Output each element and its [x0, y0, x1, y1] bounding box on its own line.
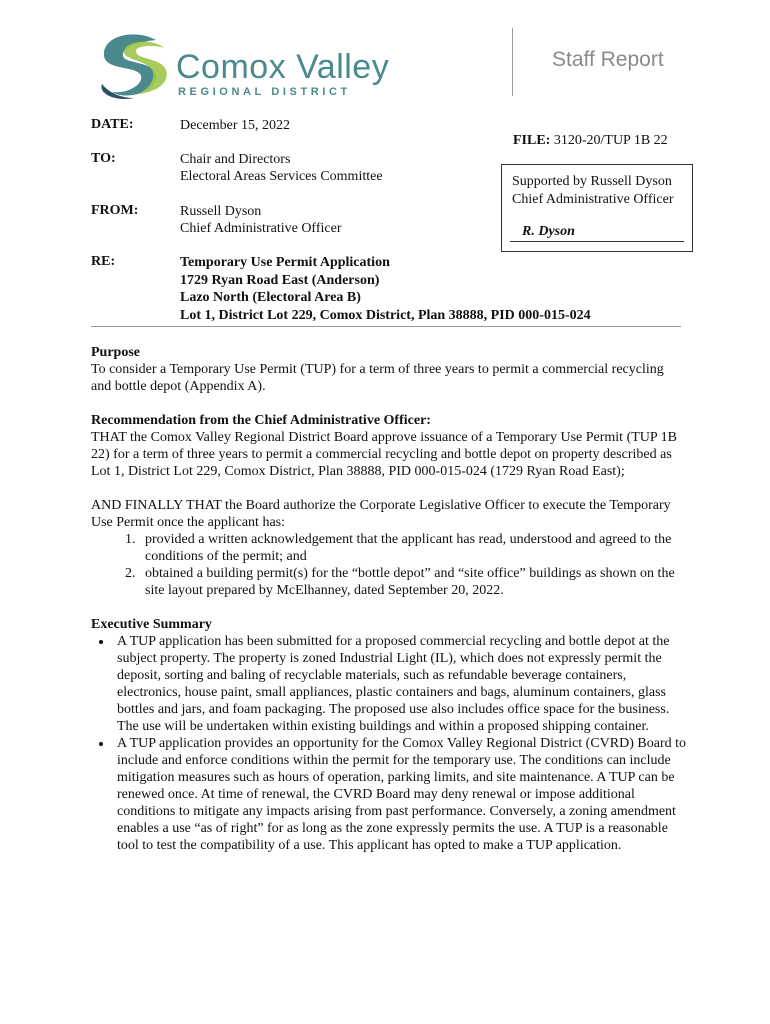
signature-line [510, 241, 684, 242]
to-line: Chair and Directors [180, 152, 291, 167]
recommendation-paragraph-2: AND FINALLY THAT the Board authorize the Corporate Legislative Officer to execute the Temporary Use Permit once the applicant has: [91, 498, 671, 530]
report-body [91, 344, 687, 854]
from-label: FROM: [91, 203, 139, 218]
re-line: Temporary Use Permit Application [180, 255, 390, 270]
file-value: 3120-20/TUP 1B 22 [553, 133, 668, 148]
re-subject [180, 254, 680, 324]
supported-title-line: Chief Administrative Officer [512, 192, 674, 207]
supported-by-line: Supported by Russell Dyson [512, 174, 672, 189]
conditions-list [91, 531, 687, 599]
re-label: RE: [91, 254, 116, 269]
from-line: Russell Dyson [180, 204, 262, 219]
executive-summary-heading: Executive Summary [91, 617, 212, 632]
to-label: TO: [91, 151, 116, 166]
org-subtitle: REGIONAL DISTRICT [178, 86, 351, 98]
re-line: Lot 1, District Lot 229, Comox District, Plan 38888, PID 000-015-024 [180, 307, 591, 323]
summary-bullet: • A TUP application provides an opportunity for the Comox Valley Regional District (CVRD) Board to include and enforce conditions within the permit for the temporary use. The conditions can include mitigation measures such as hours of operation, parking limits, and site maintenance. A TUP can be renewed once. At time of renewal, the CVRD Board may deny renewal or impose additional conditions to mitigate any impacts arising from past performance. Conversely, a zoning amendment enables a use “as of right” for as long as the zone expressly permits the use. A TUP is a reasonable tool to test the compatibility of a use. This applicant has opted to make a TUP application. [113, 735, 687, 854]
to-line: Electoral Areas Services Committee [180, 169, 383, 184]
to-value [180, 151, 383, 185]
header-divider [512, 28, 513, 96]
logo-mark-icon [94, 30, 174, 102]
summary-list [91, 633, 687, 854]
cao-support-box [501, 164, 693, 252]
date-value: December 15, 2022 [180, 118, 291, 133]
purpose-text: To consider a Temporary Use Permit (TUP) for a term of three years to permit a commercial recycling and bottle depot (Appendix A). [91, 362, 664, 394]
section-divider [91, 326, 681, 327]
re-line: Lazo North (Electoral Area B) [180, 290, 361, 305]
cao-signature: R. Dyson [522, 224, 575, 239]
date-label: DATE: [91, 117, 134, 132]
org-name: Comox Valley [176, 48, 390, 86]
file-line [513, 133, 668, 149]
from-value [180, 203, 341, 237]
recommendation-paragraph: THAT the Comox Valley Regional District Board approve issuance of a Temporary Use Permit (TUP 1B 22) for a term of three years to permit a commercial recycling and bottle depot on property described as Lot 1, District Lot 229, Comox District, Plan 38888, PID 000-015-024 (1729 Ryan Road East); [91, 430, 678, 479]
report-type: Staff Report [552, 48, 664, 71]
file-label: FILE: [513, 133, 551, 148]
recommendation-heading: Recommendation from the Chief Administrative Officer: [91, 413, 431, 428]
from-line: Chief Administrative Officer [180, 221, 342, 236]
purpose-heading: Purpose [91, 345, 140, 360]
condition-item: 2. obtained a building permit(s) for the “bottle depot” and “site office” buildings as shown on the site layout prepared by McElhanney, dated September 20, 2022. [139, 565, 687, 599]
summary-bullet: • A TUP application has been submitted for a proposed commercial recycling and bottle depot at the subject property. The property is zoned Industrial Light (IL), which does not expressly permit the deposit, sorting and baling of recyclable materials, such as refundable beverage containers, electronics, house paint, small appliances, plastic containers and bags, aluminum containers, glass bottles and jars, and foam packaging. The proposed use also includes office space for the business. The use will be undertaken within existing buildings and within a proposed shipping container. [113, 633, 687, 735]
re-line: 1729 Ryan Road East (Anderson) [180, 272, 380, 288]
condition-item: 1. provided a written acknowledgement that the applicant has read, understood and agreed to the conditions of the permit; and [139, 531, 687, 565]
